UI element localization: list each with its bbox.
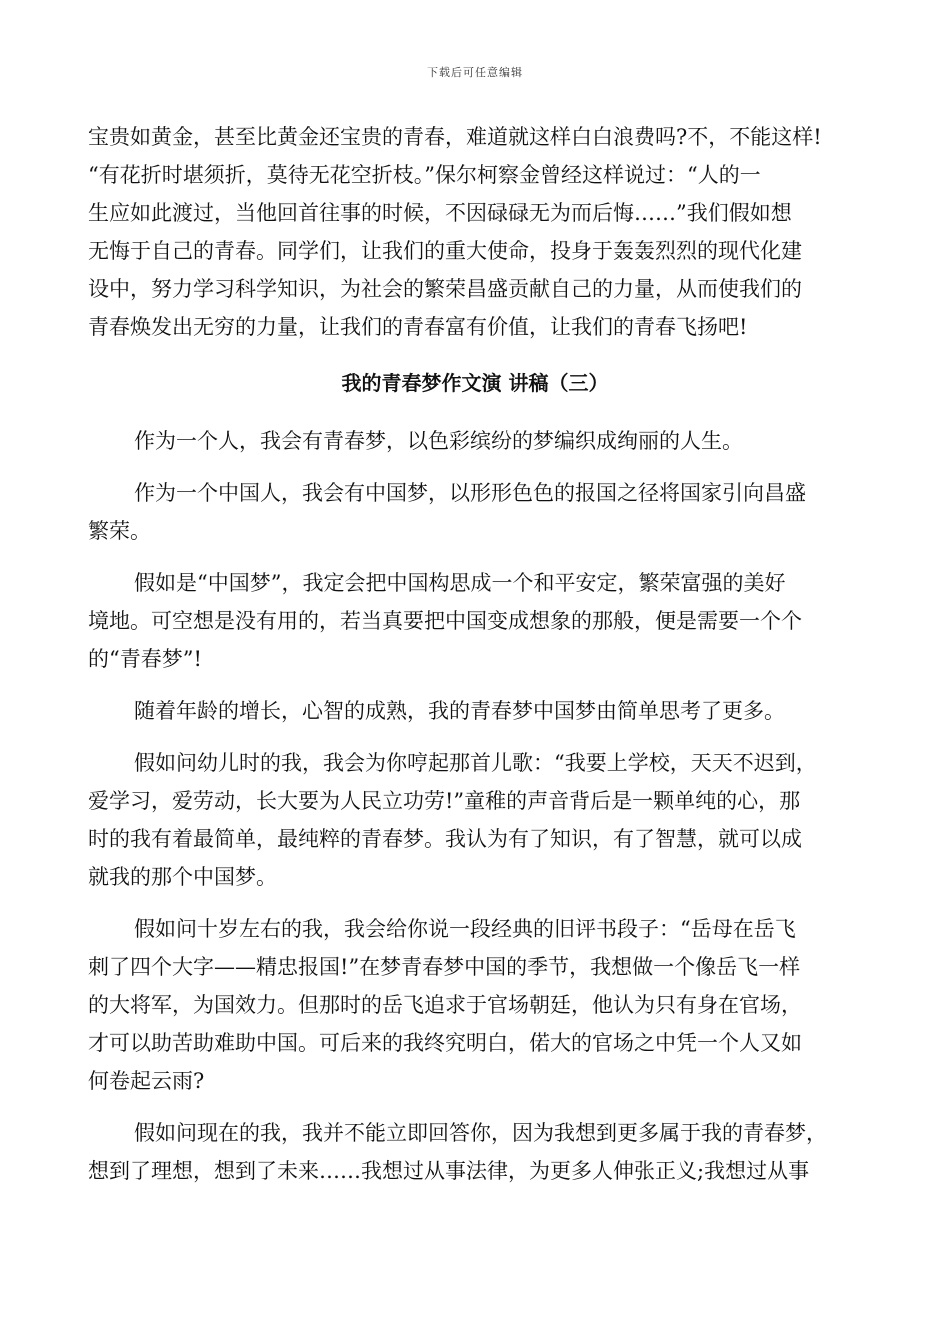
text-line: 时的我有着最简单，最纯粹的青春梦。我认为有了知识，有了智慧，就可以成 bbox=[88, 827, 802, 851]
text-line: 假如是“中国梦”，我定会把中国构思成一个和平安定，繁荣富强的美好 bbox=[134, 571, 786, 595]
text-line: 境地。可空想是没有用的，若当真要把中国变成想象的那般，便是需要一个个 bbox=[88, 609, 802, 633]
paragraph bbox=[88, 1114, 862, 1190]
text-line: 假如问幼儿时的我，我会为你哼起那首儿歌：“我要上学校，天天不迟到， bbox=[134, 751, 817, 775]
text-line: 爱学习，爱劳动，长大要为人民立功劳!”童稚的声音背后是一颗单纯的心，那 bbox=[88, 789, 801, 813]
paragraph bbox=[88, 910, 862, 1100]
text-line: 设中，努力学习科学知识，为社会的繁荣昌盛贡献自己的力量，从而使我们的 bbox=[88, 277, 802, 301]
text-line: 刺了四个大字——精忠报国!”在梦青春梦中国的季节，我想做一个像岳飞一样 bbox=[88, 955, 801, 979]
section-title: 我的青春梦作文演 讲稿（三） bbox=[341, 371, 609, 395]
text-line: 宝贵如黄金，甚至比黄金还宝贵的青春，难道就这样白白浪费吗?不，不能这样! bbox=[88, 125, 822, 149]
document-body bbox=[88, 118, 862, 1204]
paragraph bbox=[88, 422, 862, 460]
text-line: 就我的那个中国梦。 bbox=[88, 865, 277, 889]
text-line: 生应如此渡过，当他回首往事的时候，不因碌碌无为而后悔……”我们假如想 bbox=[88, 201, 792, 225]
intro-paragraph bbox=[88, 118, 862, 346]
text-line: 的“青春梦”! bbox=[88, 647, 202, 671]
text-line: 何卷起云雨? bbox=[88, 1069, 205, 1093]
paragraph bbox=[88, 564, 862, 678]
text-line: 假如问十岁左右的我，我会给你说一段经典的旧评书段子：“岳母在岳飞 bbox=[134, 917, 796, 941]
paragraph bbox=[88, 744, 862, 896]
text-line: 无悔于自己的青春。同学们，让我们的重大使命，投身于轰轰烈烈的现代化建 bbox=[88, 239, 802, 263]
text-line: “有花折时堪须折，莫待无花空折枝。”保尔柯察金曾经这样说过：“人的一 bbox=[88, 163, 761, 187]
page-header: 下载后可任意编辑 bbox=[427, 66, 523, 79]
text-line: 作为一个人，我会有青春梦，以色彩缤纷的梦编织成绚丽的人生。 bbox=[134, 429, 743, 453]
text-line: 青春焕发出无穷的力量，让我们的青春富有价值，让我们的青春飞扬吧! bbox=[88, 315, 748, 339]
text-line: 假如问现在的我，我并不能立即回答你，因为我想到更多属于我的青春梦， bbox=[134, 1121, 827, 1145]
text-line: 才可以助苦助难助中国。可后来的我终究明白，偌大的官场之中凭一个人又如 bbox=[88, 1031, 802, 1055]
paragraph bbox=[88, 692, 862, 730]
text-line: 作为一个中国人，我会有中国梦，以形形色色的报国之径将国家引向昌盛 bbox=[134, 481, 806, 505]
text-line: 随着年龄的增长，心智的成熟，我的青春梦中国梦由简单思考了更多。 bbox=[134, 699, 785, 723]
text-line: 想到了理想，想到了未来……我想过从事法律，为更多人伸张正义;我想过从事 bbox=[88, 1159, 810, 1183]
paragraph bbox=[88, 474, 862, 550]
text-line: 的大将军，为国效力。但那时的岳飞追求于官场朝廷，他认为只有身在官场， bbox=[88, 993, 802, 1017]
text-line: 繁荣。 bbox=[88, 519, 151, 543]
